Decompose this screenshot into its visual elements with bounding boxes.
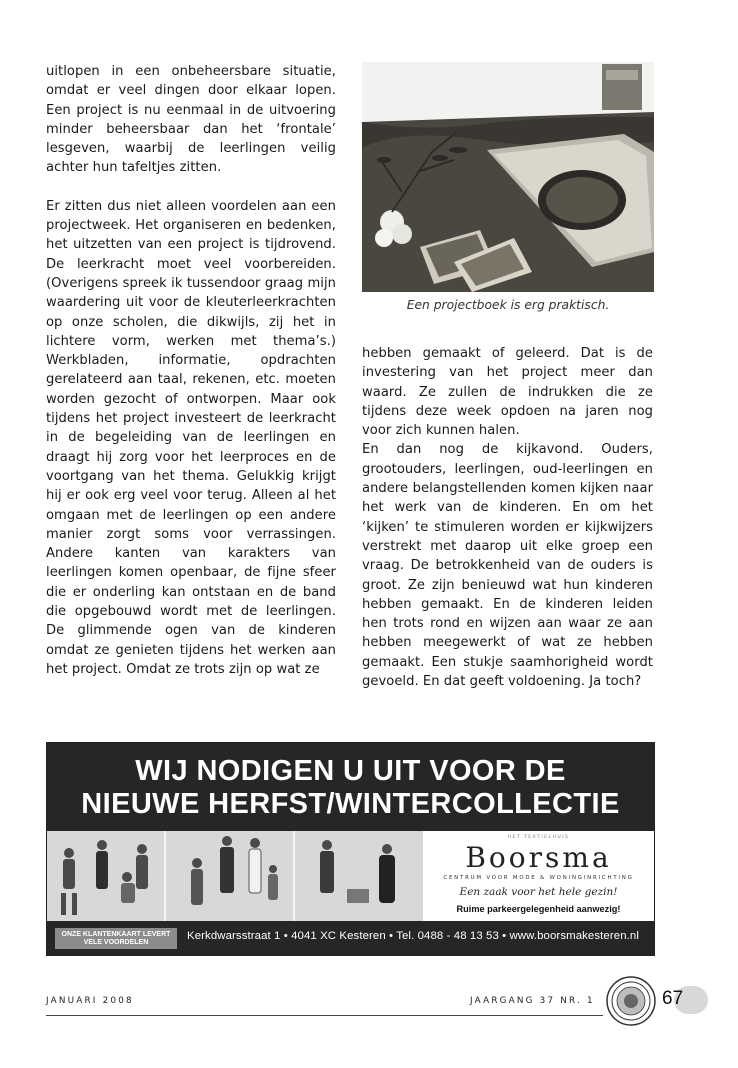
article-column-right <box>362 344 653 691</box>
boorsma-advertisement <box>46 742 655 956</box>
photo-caption: Een projectboek is erg praktisch. <box>406 298 610 312</box>
brand-tagline-top: HET TEXTIELHUIS <box>507 835 570 840</box>
store-address: Kerkdwarsstraat 1 • 4041 XC Kesteren • Tel. 0488 - 48 13 53 • www.boorsmakesteren.nl <box>187 930 639 942</box>
brand-block <box>423 831 654 921</box>
page-number <box>660 986 712 1014</box>
article-column-left <box>46 62 336 679</box>
brand-name: Boorsma <box>465 841 612 874</box>
paragraph: Er zitten dus niet alleen voordelen aan een projectweek. Het organiseren en bedenken, het uitzetten van een project is tijdrovend. De leerkracht moet veel voorbereiden. (Overigens spreek ik tussendoor graag mijn waardering uit voor de kleuterleerkrachten op onze scholen, die dikwijls, zij het in lichtere vorm, werken met thema’s.) Werkbladen, informatie, opdrachten gerelateerd aan taal, rekenen, etc. moeten worden gezocht of ontworpen. Maar ook tijdens het project investeert de leerkracht in de begeleiding van de leerlingen en draagt hij zorg voor het leerproces en de voortgang van het thema. Gelukkig krijgt hij er ook erg veel voor terug. Alleen al het omgaan met de leerlingen op een andere manier zorgt soms voor verrassingen. Andere kanten van karakters van leerlingen komen openbaar, de fijne sfeer die er onderling kan ontstaan en de band die opgebouwd wordt met de leerlingen. De glimmende ogen van de kinderen omdat ze genieten tijdens het werken aan het project. Omdat ze trots zijn op wat ze <box>46 198 336 677</box>
brand-subtitle: CENTRUM VOOR MODE & WONINGINRICHTING <box>443 875 634 881</box>
ad-footer-bar <box>47 921 654 955</box>
paragraph: En dan nog de kijkavond. Ouders, grootouders, leerlingen, oud-leerlingen en andere belangstellenden komen kijken naar het werk van de kinderen. En om het ‘kijken’ te stimuleren worden er kijkwijzers verstrekt met daarop uit elke groep een vraag. De betrokkenheid van de ouders is groot. Ze zijn benieuwd wat hun kinderen hebben gemaakt. En de kinderen leiden hen trots rond en wijzen aan waar ze aan hebben meegewerkt of wat ze hebben gemaakt. Een stukje saamhorigheid wordt gevoeld. En dat geeft voldoening. Ja toch? <box>362 442 653 690</box>
brand-slogan: Een zaak voor het hele gezin! <box>459 886 618 898</box>
loyalty-card-badge: ONZE KLANTENKAART LEVERT VELE VOORDELEN <box>55 928 177 949</box>
page-number-text: 67 <box>662 988 684 1009</box>
ad-headline <box>47 743 654 831</box>
paragraph: uitlopen in een onbeheersbare situatie, omdat er veel dingen door elkaar lopen. Een project is nu eenmaal in de uitvoering minder beheersbaar dan het ‘frontale’ lesgeven, waarbij de leerlingen veilig achter hun tafeltjes zitten. <box>46 64 336 176</box>
ad-headline-line-1: WIJ NODIGEN U UIT VOOR DE <box>135 755 566 787</box>
issue-date: JANUARI 2008 <box>46 996 134 1006</box>
publication-seal-icon <box>605 975 657 1027</box>
ad-family-photos <box>47 831 423 921</box>
ad-headline-line-2: NIEUWE HERFST/WINTERCOLLECTIE <box>81 788 620 820</box>
paragraph: hebben gemaakt of geleerd. Dat is de investering van het project meer dan waard. Ze zullen de indrukken die ze tijdens deze week opdoen na jaren nog voor zich kunnen halen. <box>362 346 653 439</box>
parking-notice: Ruime parkeergelegenheid aanwezig! <box>456 904 621 914</box>
footer-divider <box>46 1015 603 1016</box>
issue-volume: JAARGANG 37 NR. 1 <box>470 996 595 1006</box>
project-book-photo <box>362 62 654 292</box>
